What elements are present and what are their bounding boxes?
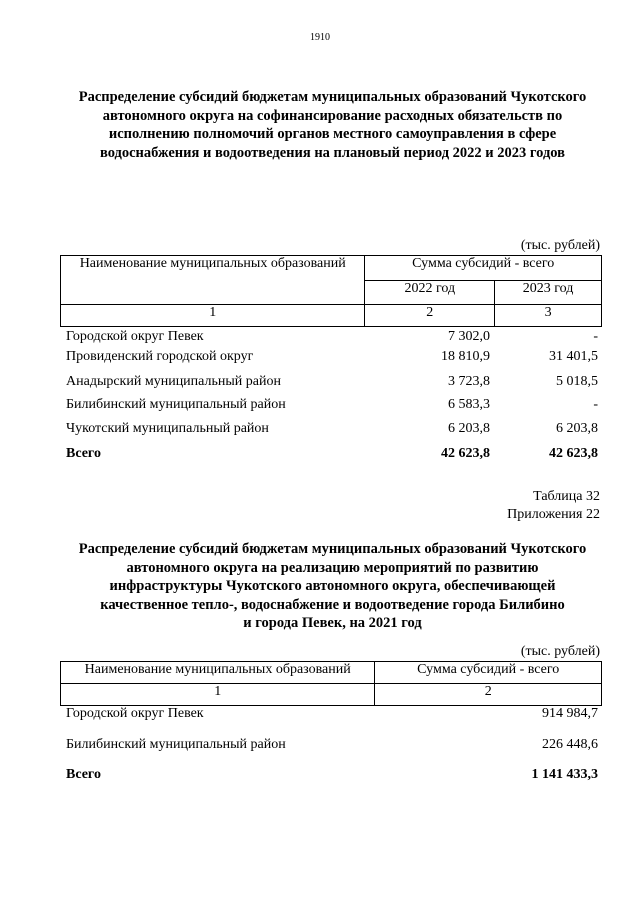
caption-table-number: Таблица 32 (533, 489, 600, 504)
units-label: (тыс. рублей) (520, 644, 600, 659)
row-name: Городской округ Певек (66, 706, 204, 721)
row-value-2022: 6 583,3 (448, 397, 490, 412)
title-line: водоснабжения и водоотведения на плановый период 2022 и 2023 годов (99, 144, 566, 161)
row-value-2023: 5 018,5 (556, 374, 598, 389)
row-name: Городской округ Певек (66, 329, 204, 344)
section1-header-table (60, 255, 602, 327)
section1-rows (66, 329, 598, 469)
row-value-2022: 18 810,9 (441, 349, 490, 364)
caption-appendix: Приложения 22 (507, 507, 600, 522)
row-value: 226 448,6 (542, 737, 598, 752)
table-row (66, 349, 598, 369)
row-name: Провиденский городской округ (66, 349, 254, 364)
row-name: Анадырский муниципальный район (66, 374, 281, 389)
title-line: качественное тепло-, водоснабжение и водоотведение города Билибино (100, 596, 565, 613)
title-line: исполнению полномочий органов местного самоуправления в сфере (108, 126, 557, 142)
header-year-2023: 2023 год (495, 280, 602, 305)
column-number: 2 (365, 305, 495, 327)
table-row (66, 374, 598, 394)
units-label: (тыс. рублей) (520, 238, 600, 253)
section2-rows (66, 706, 598, 786)
total-label: Всего (66, 767, 101, 782)
title-line: Распределение субсидий бюджетам муниципальных образований Чукотского (78, 541, 587, 557)
page-number: 1910 (310, 32, 330, 43)
row-value-2023: 31 401,5 (549, 349, 598, 364)
title-line: автономного округа на софинансирование расходных обязательств по (102, 107, 563, 124)
total-label: Всего (66, 446, 101, 461)
column-number: 1 (61, 684, 375, 706)
header-year-2022: 2022 год (365, 280, 495, 305)
table-row (66, 329, 598, 349)
row-name: Билибинский муниципальный район (66, 397, 286, 412)
row-value-2023: - (593, 329, 598, 344)
row-name: Билибинский муниципальный район (66, 737, 286, 752)
header-name-column: Наименование муниципальных образований (61, 256, 365, 305)
row-value-2023: - (593, 397, 598, 412)
header-name-column: Наименование муниципальных образований (61, 662, 375, 684)
row-value-2022: 7 302,0 (448, 329, 490, 344)
section1-title (60, 88, 605, 162)
title-line: автономного округа на реализацию мероприятий по развитию (126, 559, 539, 576)
row-name: Чукотский муниципальный район (66, 421, 269, 436)
header-sum-column: Сумма субсидий - всего (365, 256, 602, 281)
section2-header-table (60, 661, 602, 706)
total-row (66, 767, 598, 787)
row-value-2022: 6 203,8 (448, 421, 490, 436)
table-row (66, 706, 598, 726)
title-line: инфраструктуры Чукотского автономного округа, обеспечивающей (109, 578, 556, 594)
column-number: 1 (61, 305, 365, 327)
table-row (66, 737, 598, 757)
table-caption (507, 488, 600, 524)
title-line: Распределение субсидий бюджетам муниципальных образований Чукотского (78, 89, 587, 105)
total-value-2022: 42 623,8 (441, 446, 490, 461)
row-value-2023: 6 203,8 (556, 421, 598, 436)
row-value: 914 984,7 (542, 706, 598, 721)
row-value-2022: 3 723,8 (448, 374, 490, 389)
total-row (66, 446, 598, 466)
column-number: 2 (375, 684, 602, 706)
table-row (66, 421, 598, 441)
total-value: 1 141 433,3 (531, 767, 598, 782)
total-value-2023: 42 623,8 (549, 446, 598, 461)
column-number: 3 (495, 305, 602, 327)
table-row (66, 397, 598, 417)
title-line: и города Певек, на 2021 год (243, 615, 422, 631)
section2-title (60, 540, 605, 633)
header-sum-column: Сумма субсидий - всего (375, 662, 602, 684)
